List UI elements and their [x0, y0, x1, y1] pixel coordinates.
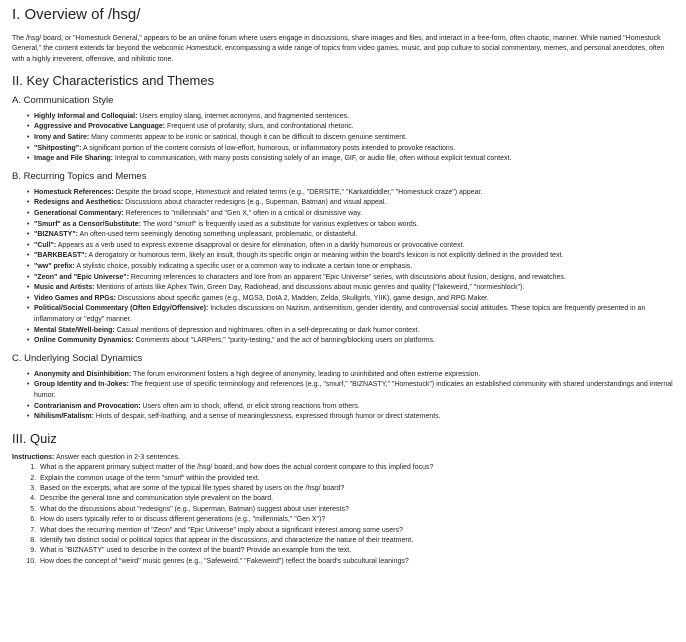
item-label: Political/Social Commentary (Often Edgy/Offensive): [34, 305, 209, 313]
subsection-heading: B. Recurring Topics and Memes [12, 170, 147, 182]
overview-paragraph [12, 34, 676, 65]
list-item [28, 209, 676, 220]
key-characteristics-heading: II. Key Characteristics and Themes [12, 72, 215, 88]
text-fragment: Appears as a verb used to express extreme disapproval or desire for elimination, often in a darkly humorous or provocative context. [56, 241, 465, 249]
list-item [28, 412, 676, 423]
item-label: Aggressive and Provocative Language: [34, 123, 166, 131]
text-fragment: Many comments appear to be ironic or satirical, though it can be difficult to discern genuine sentiment. [89, 134, 407, 142]
text-fragment: Includes discussions on Nazism, antisemitism, gender identity, and controversial social attitudes. These topics are frequently presented in an inflammatory or "edgy" manner. [34, 305, 646, 323]
list-item [28, 188, 676, 199]
quiz-instructions [12, 453, 676, 463]
text-fragment: The frequent use of specific terminology and references (e.g., "smurf," "BIZNASTY," "Homestuck") indicates an established community with shared understandings and internal humor. [34, 381, 673, 399]
text-fragment: The /hsg/ board, or "Homestuck General," appears to be an online forum where users engage in discussions, share images and files, and interact in a free-form, often chaotic, manner. While named "Homestuck General," the content extends far beyond the webcomic [12, 35, 661, 53]
list-item [28, 283, 676, 294]
item-label: Online Community Dynamics: [34, 337, 134, 345]
quiz-question: 8. Identify two distinct social or political topics that appear in the discussions, and characterize the nature of their treatment. [38, 536, 676, 546]
item-label: Contrarianism and Provocation: [34, 402, 141, 410]
list-item [28, 402, 676, 413]
item-label: Homestuck References: [34, 188, 114, 196]
text-fragment: The forum environment fosters a high degree of anonymity, leading to uninhibited and often extreme expression. [131, 370, 481, 378]
italic-title: Homestuck [186, 45, 222, 53]
item-label: "BIZNASTY": [34, 231, 78, 239]
text-fragment: A derogatory or humorous term, likely an insult, though its specific origin or meaning within the board's lexicon is not explicitly defined in the provided text. [86, 252, 564, 260]
italic-title: Homestuck [195, 188, 231, 196]
item-label: "Zeon" and "Epic Universe": [34, 273, 129, 281]
text-fragment: , encompassing a wide range of topics from video games, music, and pop culture to social commentary, memes, and personal anecdotes, often with a highly irreverent, offensive, and nihilistic tone. [12, 45, 665, 63]
list-item [28, 380, 676, 401]
text-fragment: and related terms (e.g., "DERSITE," "Karkatdiddler," "Homestuck craze") appear. [230, 188, 483, 196]
text-fragment: Casual mentions of depression and nightmares, often in a self-deprecating or dark humor context. [114, 326, 420, 334]
item-label: Group Identity and In-Jokes: [34, 381, 129, 389]
item-label: "ww" prefix: [34, 263, 75, 271]
quiz-question: 7. What does the recurring mention of "Zeon" and "Epic Universe" imply about a significant interest among some users? [38, 526, 676, 536]
text-fragment: A significant portion of the content consists of low-effort, humorous, or inflammatory posts intended to provoke reactions. [81, 144, 456, 152]
list-item [28, 144, 676, 155]
list-item [28, 112, 676, 123]
subsections-container [12, 95, 676, 423]
item-label: "Cull": [34, 241, 57, 249]
text-fragment: Despite the broad scope, [113, 188, 196, 196]
item-label: Irony and Satire: [34, 134, 90, 142]
item-label: Nihilism/Fatalism: [34, 413, 94, 421]
text-fragment: A stylistic choice, possibly indicating a specific user or a common way to indicate a certain tone or emphasis. [74, 263, 413, 271]
quiz-question: 5. What do the discussions about "redesigns" (e.g., Superman, Batman) suggest about user interests? [38, 505, 676, 515]
text-fragment: Frequent use of profanity, slurs, and confrontational rhetoric. [165, 123, 354, 131]
text-fragment: The word "smurf" is frequently used as a substitute for various expletives or taboo words. [141, 220, 419, 228]
quiz-question: 2. Explain the common usage of the term "smurf" within the provided text. [38, 474, 676, 484]
quiz-question: 3. Based on the excerpts, what are some of the typical file types shared by users on the /hsg/ board? [38, 484, 676, 494]
item-label: "Smurf" as a Censor/Substitute: [34, 220, 141, 228]
list-item [28, 198, 676, 209]
list-item [28, 154, 676, 165]
instructions-text: Answer each question in 2-3 sentences. [54, 453, 181, 461]
quiz-heading: III. Quiz [12, 430, 57, 446]
bullet-list [12, 370, 676, 423]
list-item [28, 370, 676, 381]
subsection-heading: C. Underlying Social Dynamics [12, 352, 143, 364]
text-fragment: Discussions about character redesigns (e.g., Superman, Batman) and visual appeal. [123, 199, 387, 207]
bullet-list [12, 188, 676, 347]
item-label: Video Games and RPGs: [34, 294, 116, 302]
text-fragment: Discussions about specific games (e.g., MGS3, DotA 2, Madden, Zelda, Skullgirls, YIIK), game design, and RPG Maker. [115, 294, 489, 302]
quiz-question: 4. Describe the general tone and communication style prevalent on the board. [38, 494, 676, 504]
list-item [28, 220, 676, 231]
list-item [28, 122, 676, 133]
item-label: "BARKBEAST": [34, 252, 87, 260]
text-fragment: An often-used term seemingly denoting something unpleasant, problematic, or distasteful. [77, 231, 358, 239]
list-item [28, 304, 676, 325]
item-label: Highly Informal and Colloquial: [34, 112, 138, 120]
text-fragment: Mentions of artists like Aphex Twin, Green Day, Radiohead, and discussions about music genres and quality ("fakeweird," "normieshlock"). [94, 284, 525, 292]
list-item [28, 133, 676, 144]
bullet-list [12, 112, 676, 165]
quiz-question: 10. How does the concept of "weird" music genres (e.g., "Safeweird," "Fakeweird") reflect the board's subcultural leanings? [38, 557, 676, 567]
instructions-label: Instructions: [12, 453, 55, 461]
quiz-question: 9. What is "BIZNASTY" used to describe in the context of the board? Provide an example from the text. [38, 546, 676, 556]
text-fragment: Integral to communication, with many posts consisting solely of an image, GIF, or audio file, often without explicit textual context. [112, 155, 512, 163]
list-item [28, 262, 676, 273]
text-fragment: Comments about "LARPers," "purity-testing," and the act of banning/blocking users on platforms. [133, 337, 435, 345]
list-item [28, 326, 676, 337]
item-label: Generational Commentary: [34, 210, 124, 218]
item-label: "Shitposting": [34, 144, 82, 152]
list-item [28, 294, 676, 305]
overview-heading: I. Overview of /hsg/ [12, 6, 141, 23]
text-fragment: Recurring references to characters and lore from an apparent "Epic Universe" series, with discussions about fusion, designs, and rewatches. [128, 273, 566, 281]
list-item [28, 241, 676, 252]
list-item [28, 273, 676, 284]
list-item [28, 230, 676, 241]
list-item [28, 336, 676, 347]
item-label: Mental State/Well-being: [34, 326, 115, 334]
text-fragment: Hints of despair, self-loathing, and a sense of meaninglessness, expressed through humor or direct statements. [93, 413, 441, 421]
text-fragment: References to "millennials" and "Gen X," often in a critical or dismissive way. [123, 210, 363, 218]
item-label: Redesigns and Aesthetics: [34, 199, 124, 207]
item-label: Anonymity and Disinhibition: [34, 370, 132, 378]
quiz-question: 6. How do users typically refer to or discuss different generations (e.g., "millennials," "Gen X")? [38, 515, 676, 525]
item-label: Music and Artists: [34, 284, 95, 292]
text-fragment: Users often aim to shock, offend, or elicit strong reactions from others. [140, 402, 360, 410]
list-item [28, 251, 676, 262]
quiz-list [12, 463, 676, 567]
quiz-question: 1. What is the apparent primary subject matter of the /hsg/ board, and how does the actual content compare to this implied focus? [38, 463, 676, 473]
text-fragment: Users employ slang, internet acronyms, and fragmented sentences. [137, 112, 350, 120]
item-label: Image and File Sharing: [34, 155, 113, 163]
subsection-heading: A. Communication Style [12, 94, 114, 106]
